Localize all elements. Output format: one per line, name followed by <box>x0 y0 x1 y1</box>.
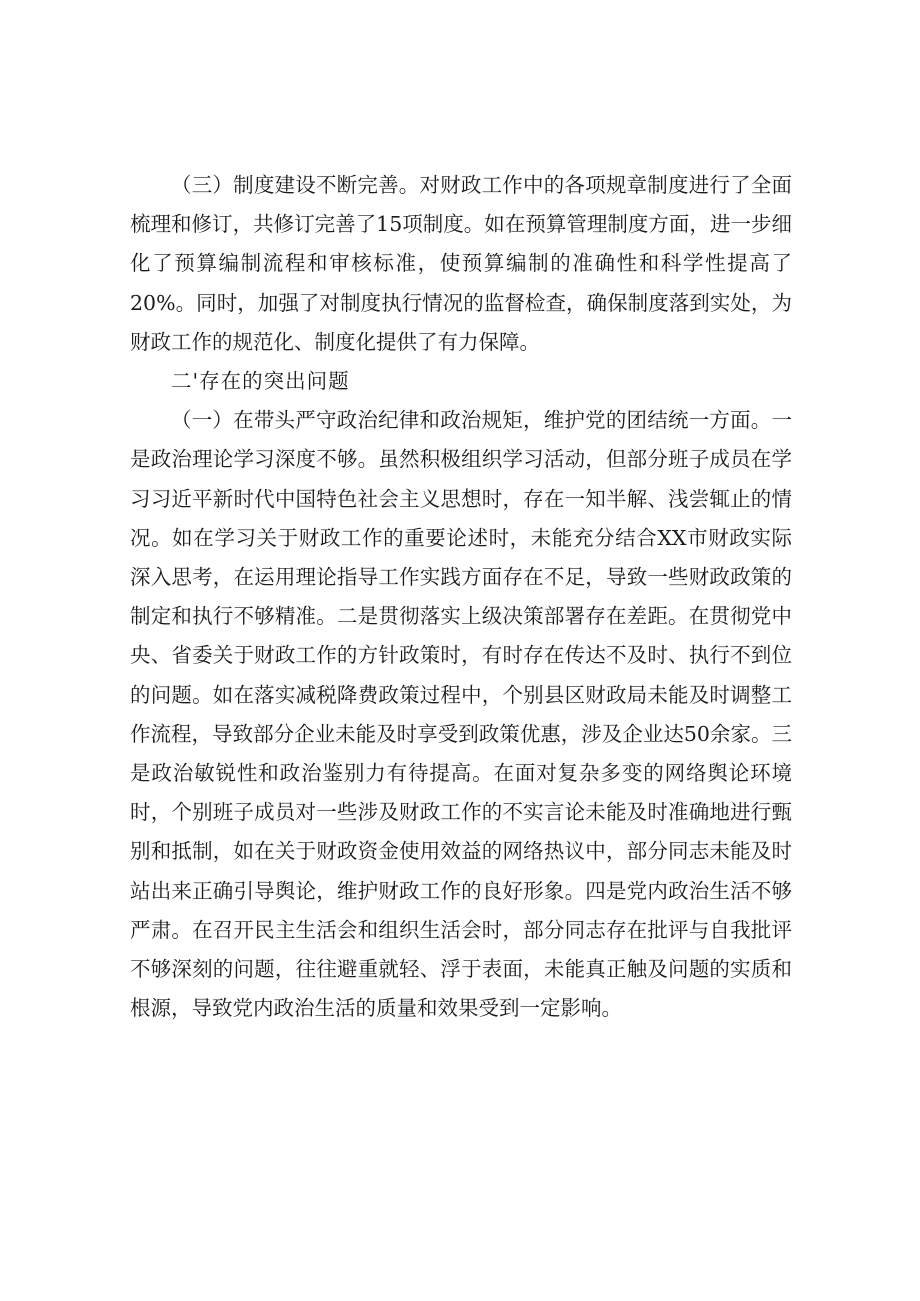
paragraph-political-discipline: （一）在带头严守政治纪律和政治规矩，维护党的团结统一方面。一是政治理论学习深度不够。虽然积极组织学习活动，但部分班子成员在学习习近平新时代中国特色社会主义思想时，存在一知半解、浅尝辄止的情况。如在学习关于财政工作的重要论述时，未能充分结合XX市财政实际深入思考，在运用理论指导工作实践方面存在不足，导致一些财政政策的制定和执行不够精准。二是贯彻落实上级决策部署存在差距。在贯彻党中央、省委关于财政工作的方针政策时，有时存在传达不及时、执行不到位的问题。如在落实减税降费政策过程中，个别县区财政局未能及时调整工作流程，导致部分企业未能及时享受到政策优惠，涉及企业达50余家。三是政治敏锐性和政治鉴别力有待提高。在面对复杂多变的网络舆论环境时，个别班子成员对一些涉及财政工作的不实言论未能及时准确地进行甄别和抵制，如在关于财政资金使用效益的网络热议中，部分同志未能及时站出来正确引导舆论，维护财政工作的良好形象。四是党内政治生活不够严肃。在召开民主生活会和组织生活会时，部分同志存在批评与自我批评不够深刻的问题，往往避重就轻、浮于表面，未能真正触及问题的实质和根源，导致党内政治生活的质量和效果受到一定影响。 <box>130 408 792 1021</box>
paragraph-institution-building: （三）制度建设不断完善。对财政工作中的各项规章制度进行了全面梳理和修订，共修订完善了15项制度。如在预算管理制度方面，进一步细化了预算编制流程和审核标准，使预算编制的准确性和科学性提高了20%。同时，加强了对制度执行情况的监督检查，确保制度落到实处，为财政工作的规范化、制度化提供了有力保障。 <box>130 173 792 354</box>
document-body <box>130 166 792 1028</box>
section-heading-prominent-problems: 二'存在的突出问题 <box>171 369 350 394</box>
